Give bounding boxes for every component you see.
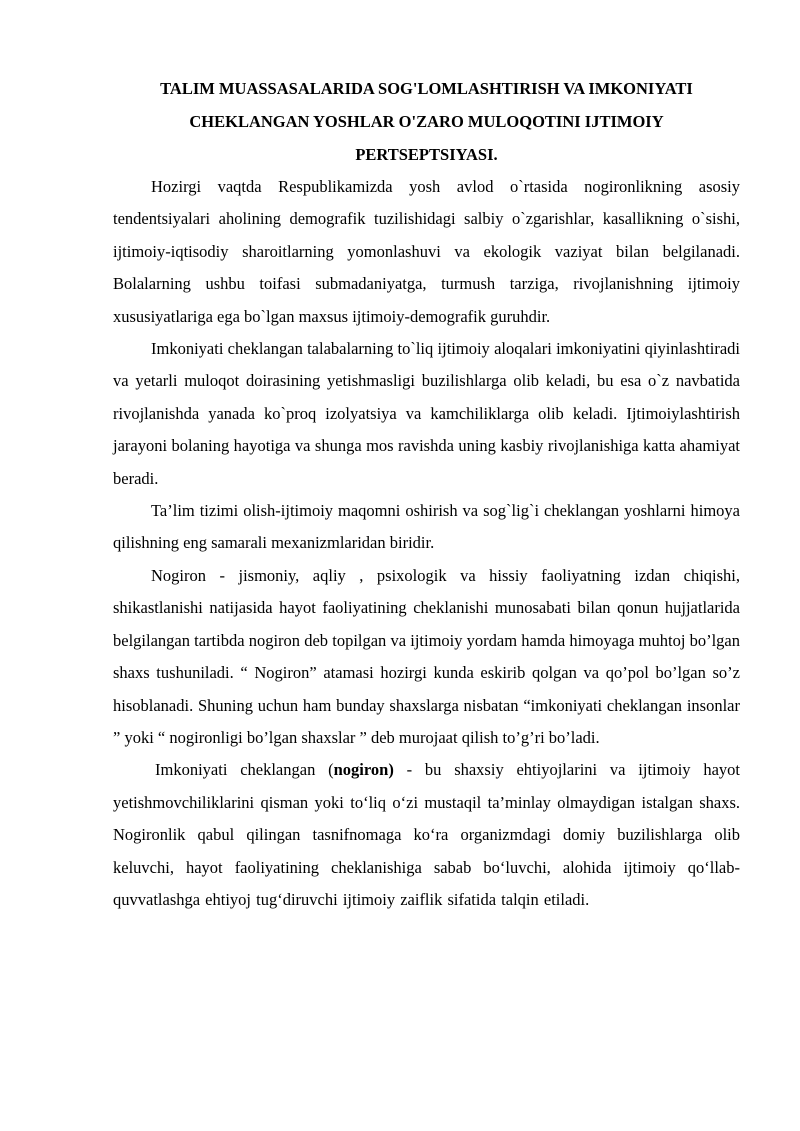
title-line-3: PERTSEPTSIYASI.	[355, 145, 498, 164]
paragraph-5-start: Imkoniyati cheklangan (	[155, 760, 334, 780]
title-line-2: CHEKLANGAN YOSHLAR O'ZARO MULOQOTINI IJTIMOIY	[189, 112, 664, 131]
paragraph-2: Imkoniyati cheklangan talabalarning to`liq ijtimoiy aloqalari imkoniyatini qiyinlashtiradi va yetarli muloqot doirasining yetishmasligi buzilishlarga olib keladi, bu esa o`z navbatida rivojlanishda yanada ko`proq izolyatsiya va kamchiliklarga olib keladi. Ijtimoiylashtirish jarayoni bolaning hayotiga va shunga mos ravishda uning kasbiy rivojlanishiga katta ahamiyat beradi.	[113, 339, 740, 488]
document-title	[113, 72, 740, 171]
paragraph-5-bold-term: nogiron)	[333, 760, 394, 780]
paragraph-4: Nogiron - jismoniy, aqliy , psixologik va hissiy faoliyatning izdan chiqishi, shikastlanishi natijasida hayot faoliyatining cheklanishi munosabati bilan qonun hujjatlarida belgilangan tartibda nogiron deb topilgan va ijtimoiy yordam hamda himoyaga muhtoj bo’lgan shaxs tushuniladi. “ Nogiron” atamasi hozirgi kunda eskirib qolgan va qo’pol bo’lgan so’z hisoblanadi. Shuning uchun ham bunday shaxslarga nisbatan “imkoniyati cheklangan insonlar ” yoki “ nogironligi bo’lgan shaxslar ” deb murojaat qilish to’g’ri bo’ladi.	[113, 565, 740, 747]
paragraph-3: Ta’lim tizimi olish-ijtimoiy maqomni oshirish va sog`lig`i cheklangan yoshlarni himoya qilishning eng samarali mexanizmlaridan biridir.	[113, 501, 740, 553]
paragraph-1: Hozirgi vaqtda Respublikamizda yosh avlod o`rtasida nogironlikning asosiy tendentsiyalari aholining demografik tuzilishidagi salbiy o`zgarishlar, kasallikning o`sishi, ijtimoiy-iqtisodiy sharoitlarning yomonlashuvi va ekologik vaziyat bilan belgilanadi. Bolalarning ushbu toifasi submadaniyatga, turmush tarziga, rivojlanishning ijtimoiy xususiyatlariga ega bo`lgan maxsus ijtimoiy-demografik guruhdir.	[113, 177, 740, 326]
paragraph-5-rest: - bu shaxsiy ehtiyojlarini va ijtimoiy hayot yetishmovchiliklarini qisman yoki to‘liq o‘zi mustaqil ta’minlay olmaydigan istalgan shaxs. Nogironlik qabul qilingan tasnifnomaga ko‘ra organizmdagi domiy buzilishlarga olib keluvchi, hayot faoliyatining cheklanishiga sabab bo‘luvchi, alohida ijtimoiy qo‘llab-quvvatlashga ehtiyoj tug‘diruvchi ijtimoiy zaiflik sifatida talqin etiladi.	[113, 760, 740, 909]
title-line-1: TALIM MUASSASALARIDA SOG'LOMLASHTIRISH VA IMKONIYATI	[160, 79, 693, 98]
document-body	[113, 171, 740, 916]
paragraph-5	[113, 754, 740, 916]
